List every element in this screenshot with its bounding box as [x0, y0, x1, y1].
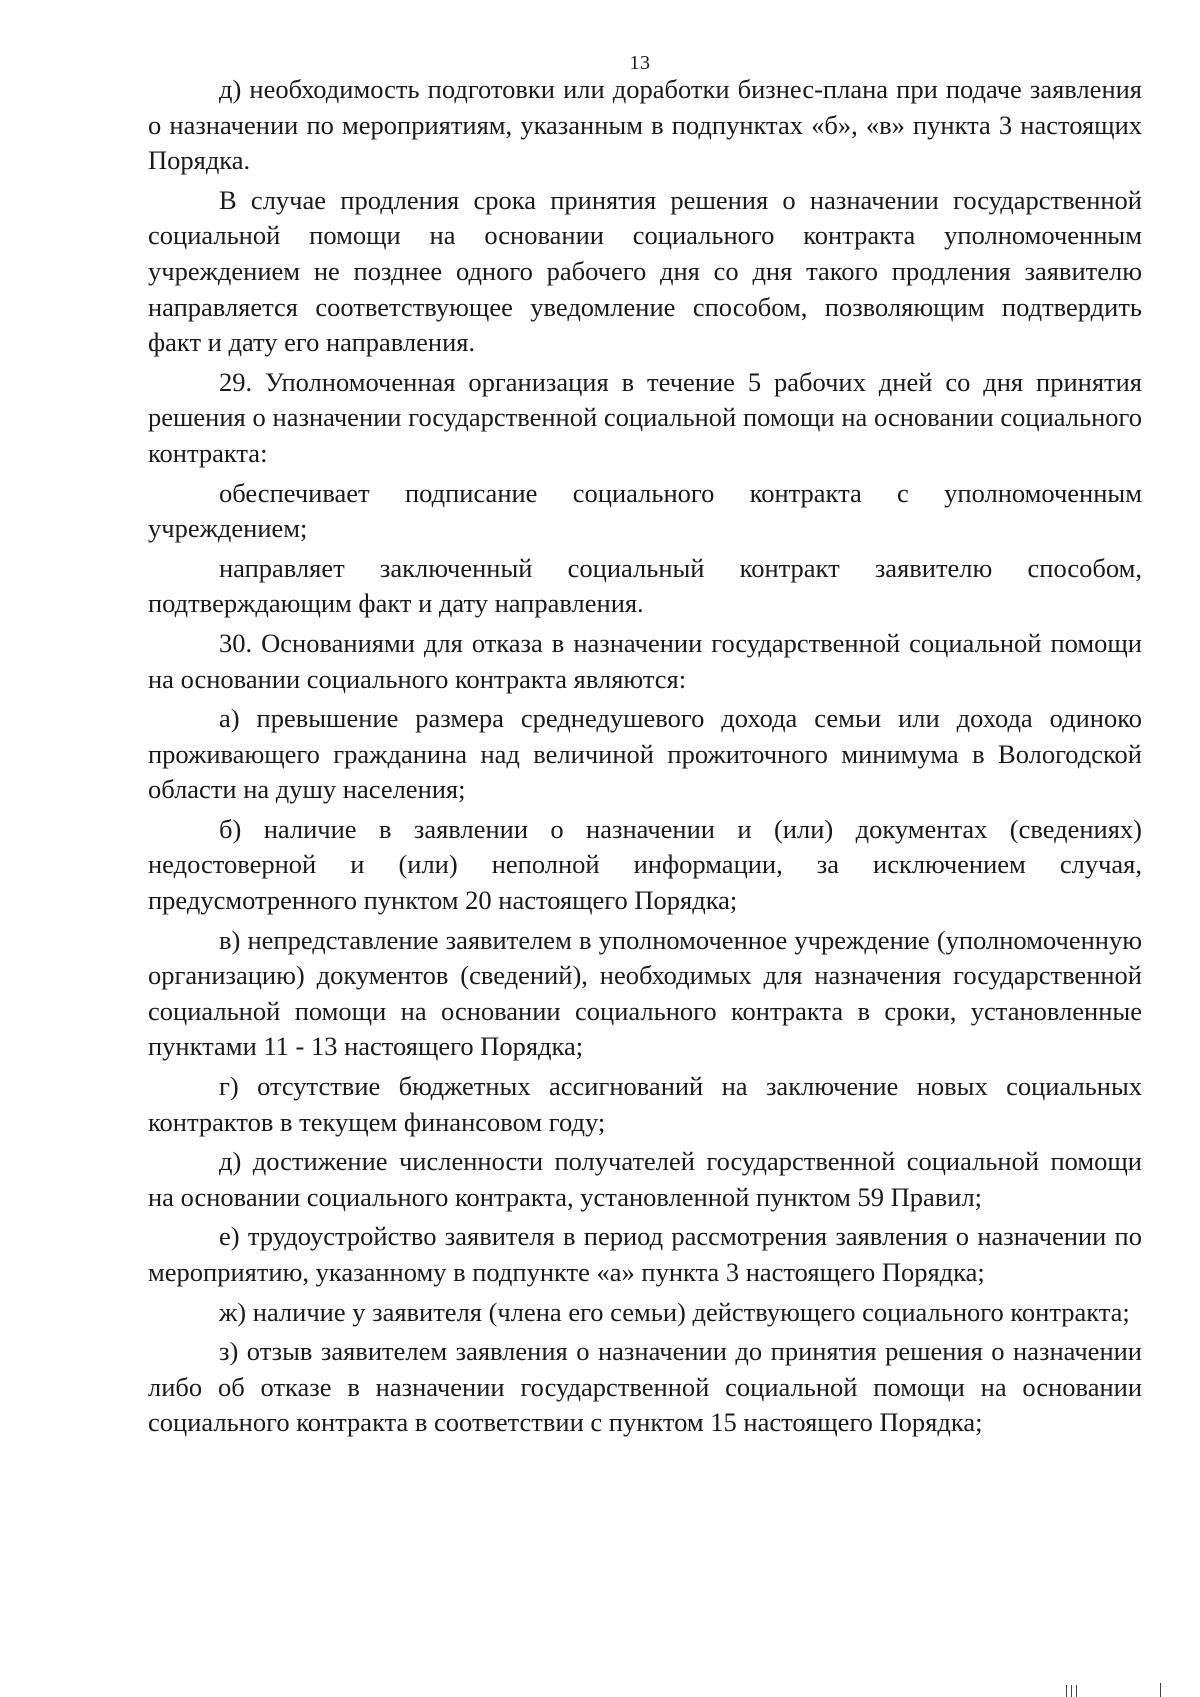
- paragraph-29: 29. Уполномоченная организация в течение 5 рабочих дней со дня принятия решения о назначении государственной социальной помощи на основании социального контракта:: [148, 366, 1142, 468]
- paragraph-29-signing: обеспечивает подписание социального контракта с уполномоченным учреждением;: [148, 477, 1142, 544]
- paragraph-30-a: а) превышение размера среднедушевого дохода семьи или дохода одиноко проживающего гражданина над величиной прожиточного минимума в Вологодской области на душу населения;: [148, 703, 1142, 805]
- paragraph-30-v: в) непредставление заявителем в уполномоченное учреждение (уполномоченную организацию) документов (сведений), необходимых для назначения государственной социальной помощи на основании социального контракта в сроки, установленные пунктами 11 - 13 настоящего Порядка;: [148, 924, 1142, 1062]
- paragraph-30-g: г) отсутствие бюджетных ассигнований на заключение новых социальных контрактов в текущем финансовом году;: [148, 1071, 1142, 1137]
- paragraph-29-sending: направляет заключенный социальный контракт заявителю способом, подтверждающим факт и дату направления.: [148, 552, 1142, 619]
- paragraph-extension-notice: В случае продления срока принятия решения о назначении государственной социальной помощи на основании социального контракта уполномоченным учреждением не позднее одного рабочего дня со дня такого продления заявителю направляется соответствующее уведомление способом, позволяющим подтвердить факт и дату его направления.: [148, 184, 1142, 358]
- paragraph-30-d: д) достижение численности получателей государственной социальной помощи на основании социального контракта, установленной пунктом 59 Правил;: [148, 1146, 1142, 1212]
- paragraph-30-zh: ж) наличие у заявителя (члена его семьи) действующего социального контракта;: [219, 1296, 1130, 1327]
- paragraph-30: 30. Основаниями для отказа в назначении государственной социальной помощи на основании социального контракта являются:: [148, 627, 1142, 694]
- page-number: 13: [629, 52, 651, 74]
- paragraph-30-b: б) наличие в заявлении о назначении и (или) документах (сведениях) недостоверной и (или) неполной информации, за исключением случая, предусмотренного пунктом 20 настоящего Порядка;: [148, 813, 1142, 916]
- paragraph-30-e: е) трудоустройство заявителя в период рассмотрения заявления о назначении по мероприятию, указанному в подпункте «а» пункта 3 настоящего Порядка;: [148, 1221, 1142, 1287]
- document-body: [148, 72, 1142, 1441]
- paragraph-30-z: з) отзыв заявителем заявления о назначении до принятия решения о назначении либо об отказе в назначении государственной социальной помощи на основании социального контракта в соответствии с пунктом 15 настоящего Порядка;: [148, 1336, 1142, 1438]
- paragraph-d-condition: д) необходимость подготовки или доработки бизнес-плана при подаче заявления о назначении по мероприятиям, указанным в подпунктах «б», «в» пункта 3 настоящих Порядка.: [148, 74, 1142, 176]
- scan-edge-marks: [1062, 1683, 1172, 1697]
